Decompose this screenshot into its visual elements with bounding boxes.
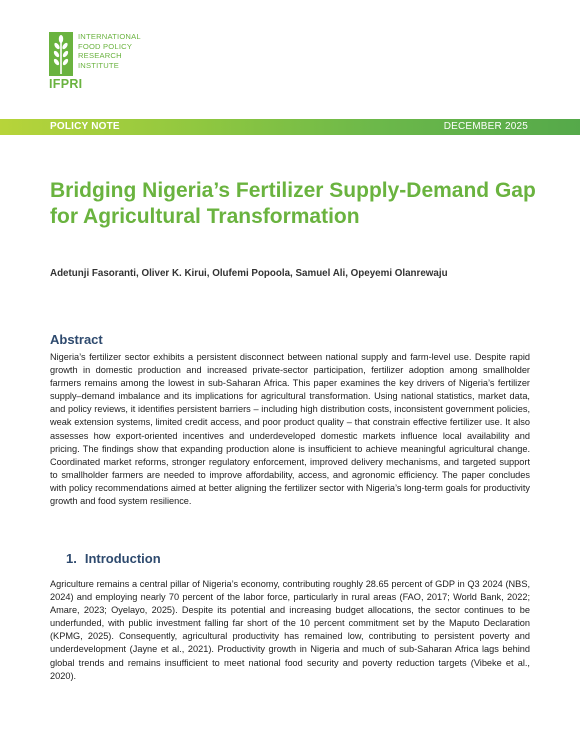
- introduction-body: Agriculture remains a central pillar of Nigeria’s economy, contributing roughly 28.65 percent of GDP in Q3 2024 (NBS, 2024) and employing nearly 70 percent of the labor force, particularly in rural areas (FAO, 2017; World Bank, 2022; Amare, 2023; Oyelayo, 2025). Despite its potential and increasing budget allocations, the sector continues to be underfunded, with public investment falling far short of the 10 percent commitment set by the Maputo Declaration (KPMG, 2025). Consequently, agricultural productivity has remained low, contributing to persistent poverty and underdevelopment (Jayne et al., 2021). Productivity growth in Nigeria and much of sub-Saharan Africa lags behind global trends and remains insufficient to meet national food security and poverty reduction targets (Vibeke et al., 2020).: [50, 579, 530, 681]
- ifpri-logo: [49, 32, 159, 92]
- logo-line: INTERNATIONAL: [78, 32, 141, 41]
- logo-line: FOOD POLICY: [78, 41, 133, 51]
- paper-title: Bridging Nigeria’s Fertilizer Supply-Demand Gap for Agricultural Transformation: [50, 179, 536, 228]
- logo-line: INSTITUTE: [78, 60, 120, 70]
- introduction-heading: [66, 551, 161, 566]
- logo-wordmark: [78, 32, 141, 70]
- publication-date: DECEMBER 2025: [443, 121, 528, 132]
- logo-acronym: IFPRI: [49, 77, 83, 91]
- section-title: Introduction: [84, 551, 161, 566]
- header-band: [0, 119, 580, 135]
- abstract-heading: Abstract: [50, 332, 103, 347]
- document-type: POLICY NOTE: [50, 121, 120, 132]
- abstract-body: Nigeria’s fertilizer sector exhibits a persistent disconnect between national supply and farm-level use. Despite rapid growth in domestic production and increased private-sector participation, fertilizer adoption among smallholder farmers remains among the lowest in sub-Saharan Africa. This paper examines the key drivers of Nigeria’s fertilizer supply–demand imbalance and its implications for agricultural transformation. Using national statistics, market data, and policy reviews, it identifies persistent barriers – including high distribution costs, inconsistent government policies, weak extension systems, limited credit access, and poor product quality – that constrain effective fertilizer use. It also assesses how export-oriented incentives and underdeveloped domestic markets influence local availability and pricing. The findings show that expanding production alone is insufficient to achieve meaningful agricultural change. Coordinated market reforms, stronger regulatory enforcement, improved delivery mechanisms, and targeted support to smallholder farmers are needed to improve affordability, access, and agronomic efficiency. The paper concludes with policy recommendations aimed at better aligning the fertilizer sector with Nigeria’s long-term goals for productivity growth and food system resilience.: [50, 352, 530, 507]
- logo-line: RESEARCH: [78, 51, 122, 61]
- wheat-icon: [49, 32, 73, 76]
- author-list: Adetunji Fasoranti, Oliver K. Kirui, Olufemi Popoola, Samuel Ali, Opeyemi Olanrewaju: [50, 268, 448, 279]
- section-number: 1.: [66, 551, 77, 566]
